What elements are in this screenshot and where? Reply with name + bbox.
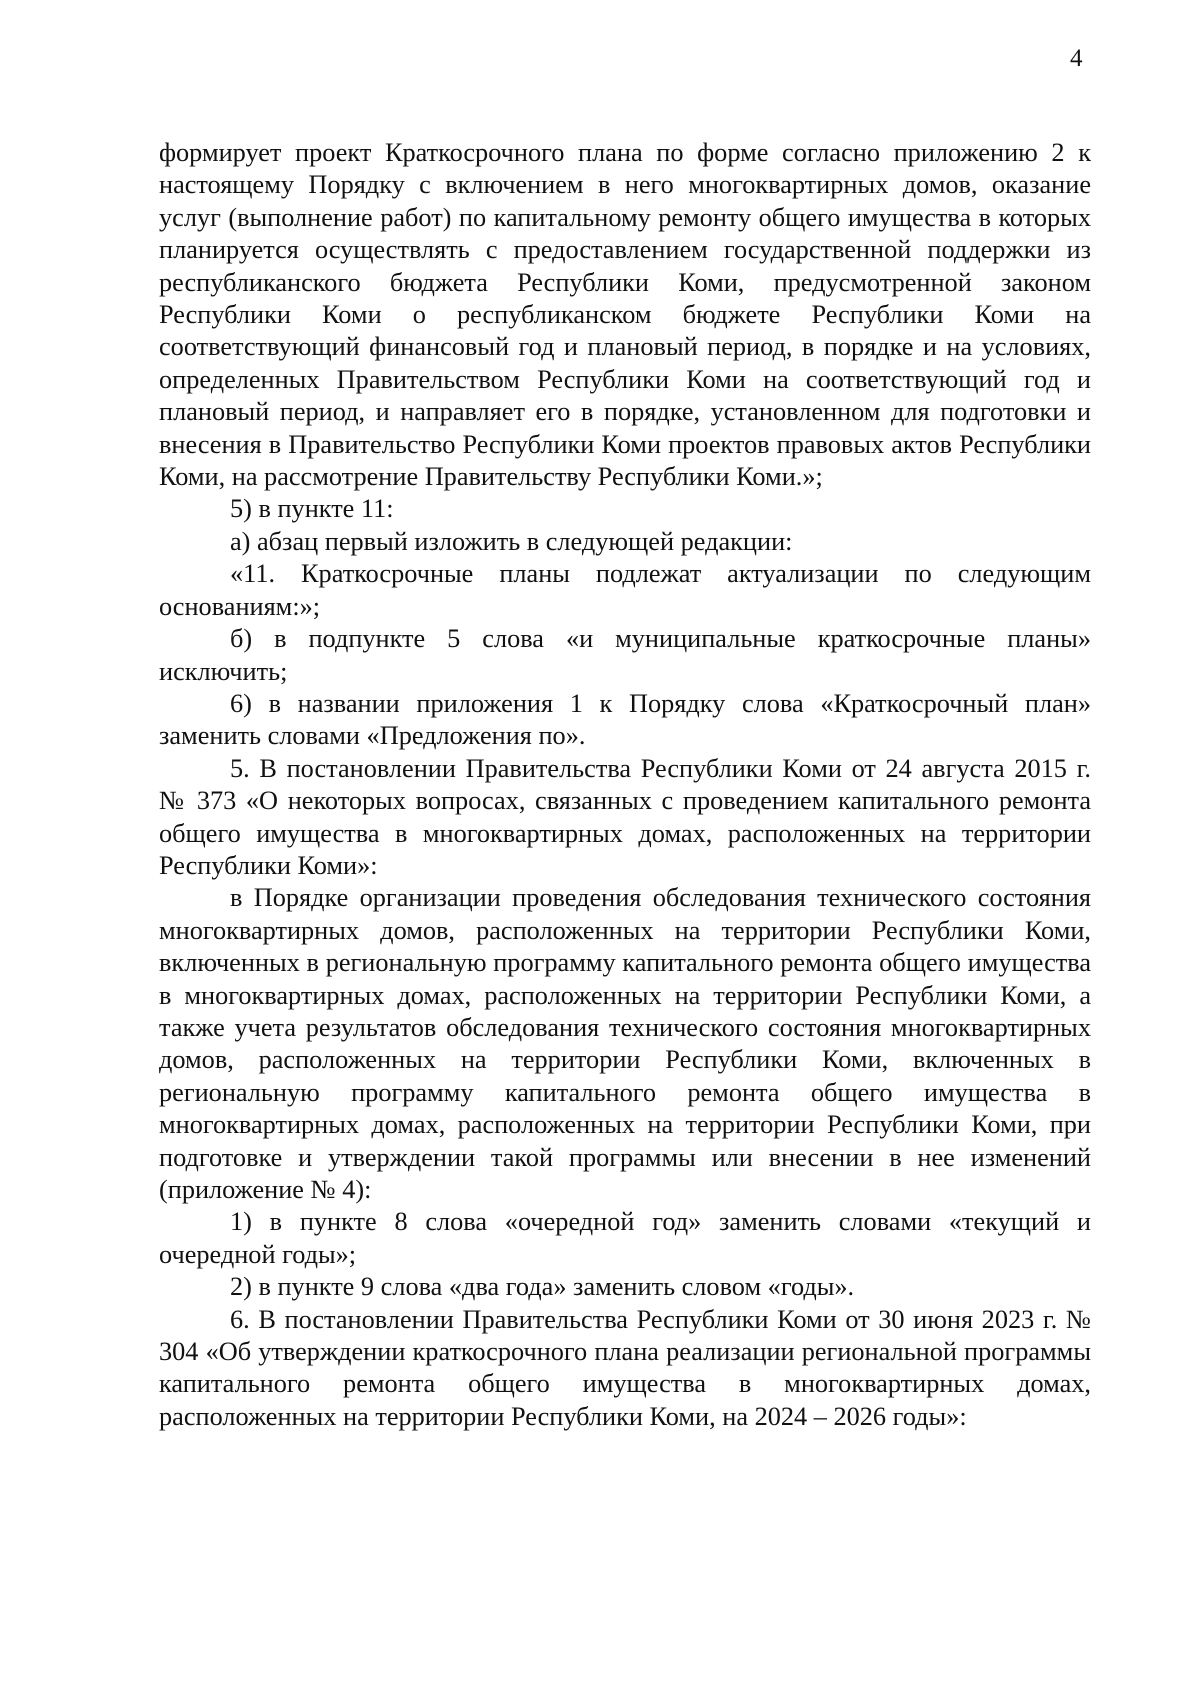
paragraph-section-6: 6. В постановлении Правительства Республики Коми от 30 июня 2023 г. № 304 «Об утверждении краткосрочного плана реализации региональной программы капитального ремонта общего имущества в многоквартирных домах, расположенных на территории Республики Коми, на 2024 – 2026 годы»: [159,1304,1091,1431]
paragraph-continuation: формирует проект Краткосрочного плана по форме согласно приложению 2 к настоящему Порядку с включением в него многоквартирных домов, оказание услуг (выполнение работ) по капитальному ремонту общего имущества в которых планируется осуществлять с предоставлением государственной поддержки из республиканского бюджета Республики Коми, предусмотренной законом Республики Коми о республиканском бюджете Республики Коми на соответствующий финансовый год и плановый период, в порядке и на условиях, определенных Правительством Республики Коми на соответствующий год и плановый период, и направляет его в порядке, установленном для подготовки и внесения в Правительство Республики Коми проектов правовых актов Республики Коми, на рассмотрение Правительству Республики Коми.»; [159,138,1091,492]
paragraph-item-5: 5) в пункте 11: [230,494,394,524]
paragraph-section-5: 5. В постановлении Правительства Республики Коми от 24 августа 2015 г. № 373 «О некоторых вопросах, связанных с проведением капитального ремонта общего имущества в многоквартирных домах, расположенных на территории Республики Коми»: [159,753,1091,880]
paragraph-item-6: 6) в названии приложения 1 к Порядку слова «Краткосрочный план» заменить словами «Предложения по». [159,688,1091,751]
paragraph-order-inspection: в Порядке организации проведения обследования технического состояния многоквартирных домов, расположенных на территории Республики Коми, включенных в региональную программу капитального ремонта общего имущества в многоквартирных домах, расположенных на территории Республики Коми, а также учета результатов обследования технического состояния многоквартирных домов, расположенных на территории Республики Коми, включенных в региональную программу капитального ремонта общего имущества в многоквартирных домах, расположенных на территории Республики Коми, при подготовке и утверждении такой программы или внесении в нее изменений (приложение № 4): [159,883,1091,1204]
document-body [159,137,1091,1433]
paragraph-item-1: 1) в пункте 8 слова «очередной год» заменить словами «текущий и очередной годы»; [159,1207,1091,1269]
paragraph-item-2: 2) в пункте 9 слова «два года» заменить словом «годы». [230,1272,855,1302]
page-number: 4 [1070,45,1083,72]
paragraph-quote-11: «11. Краткосрочные планы подлежат актуализации по следующим основаниям:»; [159,559,1091,621]
paragraph-subitem-b: б) в подпункте 5 слова «и муниципальные краткосрочные планы» исключить; [159,624,1091,686]
paragraph-subitem-a: а) абзац первый изложить в следующей редакции: [230,526,793,556]
